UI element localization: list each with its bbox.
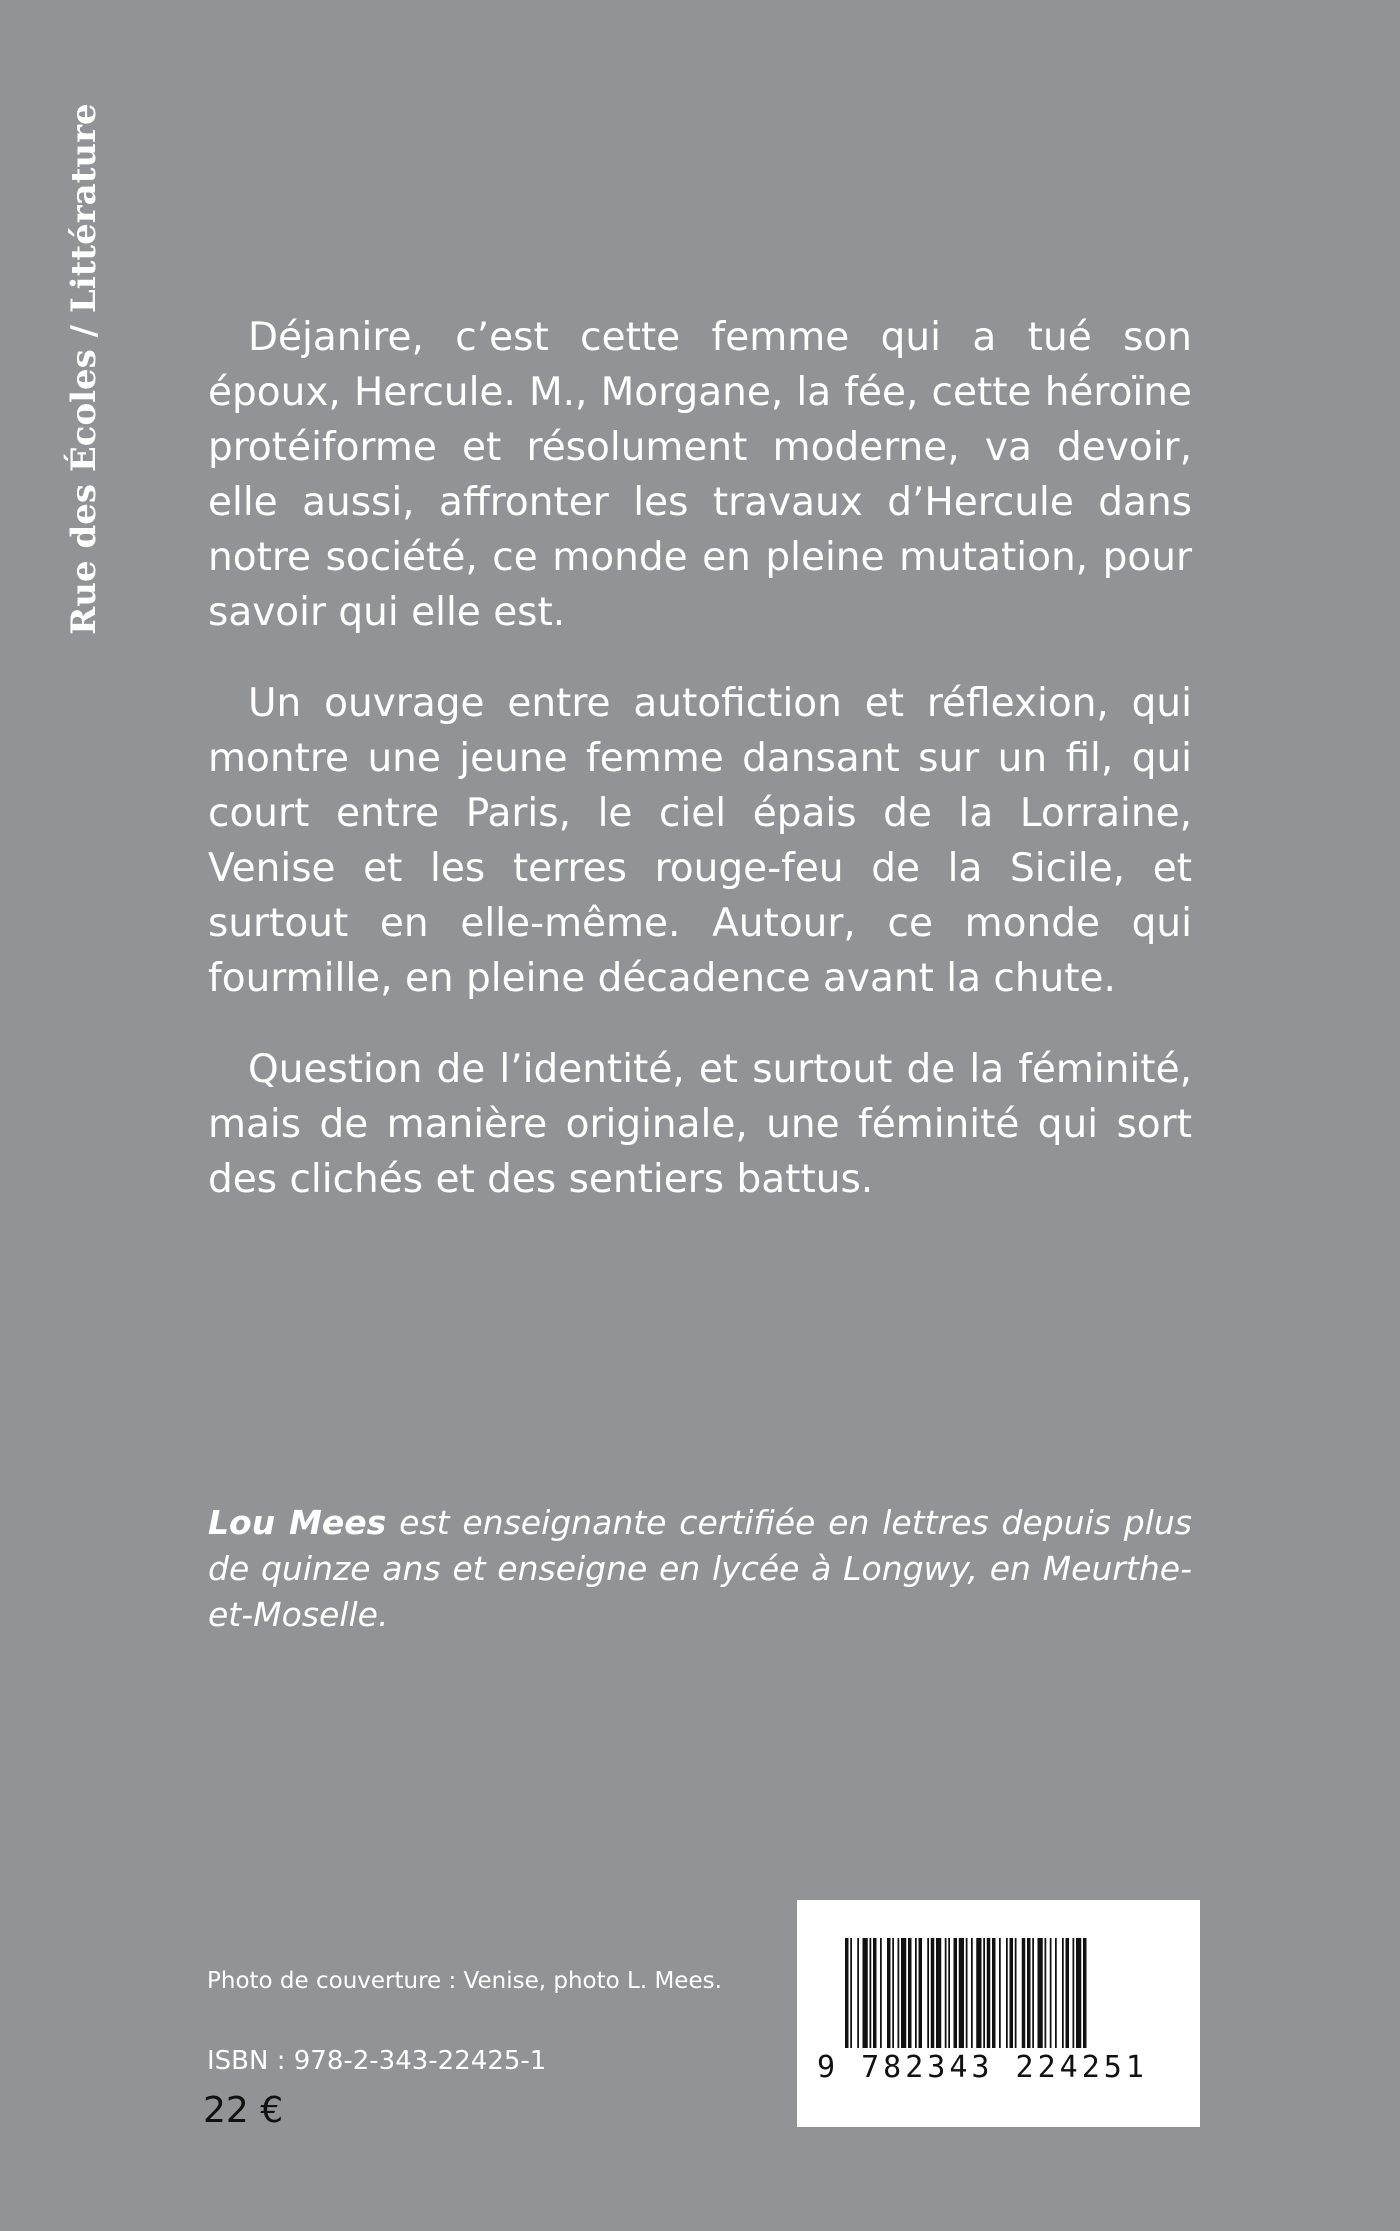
barcode-bar (1083, 1938, 1087, 2048)
back-cover-blurb (208, 310, 1192, 1243)
author-bio-text: est enseignante certifiée en lettres depuis plus de quinze ans et enseigne en lycée à Longwy, en Meurthe-et-Moselle. (208, 1503, 1192, 1634)
barcode (797, 1900, 1200, 2127)
barcode-bar (954, 1938, 958, 2048)
barcode-bar (892, 1938, 894, 2048)
barcode-bar (983, 1938, 985, 2048)
barcode-bars-icon (845, 1938, 1151, 2048)
barcode-bar (1027, 1938, 1031, 2048)
barcode-bar (1010, 1938, 1014, 2048)
barcode-bar (1050, 1938, 1052, 2048)
barcode-bar (915, 1938, 917, 2048)
barcode-bar (908, 1938, 912, 2048)
barcode-bar (987, 1938, 991, 2048)
barcode-bar (971, 1938, 973, 2048)
barcode-bar (976, 1938, 981, 2048)
barcode-bar (959, 1938, 964, 2048)
barcode-bar (887, 1938, 891, 2048)
barcode-bar (863, 1938, 868, 2048)
barcode-bar (931, 1938, 935, 2048)
barcode-bar (873, 1938, 877, 2048)
barcode-bar (948, 1938, 950, 2048)
barcode-bar (919, 1938, 923, 2048)
barcode-bar (850, 1938, 852, 2048)
barcode-bar (880, 1938, 882, 2048)
barcode-bar (1022, 1938, 1026, 2048)
barcode-bar (898, 1938, 900, 2048)
barcode-bar (845, 1938, 849, 2048)
barcode-bar (1062, 1938, 1064, 2048)
barcode-bar (1006, 1938, 1008, 2048)
barcode-bar (857, 1938, 859, 2048)
blurb-paragraph-3: Question de l’identité, et surtout de la féminité, mais de manière originale, une féminité qui sort des clichés et des sentiers battus. (208, 1047, 1192, 1202)
barcode-bar (1015, 1938, 1017, 2048)
barcode-bar (1045, 1938, 1047, 2048)
price: 22 € (203, 2090, 284, 2131)
barcode-bar (999, 1938, 1001, 2048)
barcode-bar (966, 1938, 968, 2048)
blurb-paragraph-1: Déjanire, c’est cette femme qui a tué son époux, Hercule. M., Morgane, la fée, cette héroïne protéiforme et résolument moderne, va devoir, elle aussi, affronter les travaux d’Hercule dans notre société, ce monde en pleine mutation, pour savoir qui elle est. (208, 315, 1192, 635)
barcode-bar (1038, 1938, 1043, 2048)
barcode-bar (870, 1938, 872, 2048)
barcode-bar (992, 1938, 996, 2048)
isbn: ISBN : 978-2-343-22425-1 (207, 2046, 547, 2076)
barcode-bar (1073, 1938, 1075, 2048)
barcode-bar (901, 1938, 906, 2048)
blurb-paragraph-2: Un ouvrage entre autofiction et réflexion, qui montre une jeune femme dansant sur un fil, qui court entre Paris, le ciel épais de la Lorraine, Venise et les terres rouge-feu de la Sicile, et surtout en elle-même. Autour, ce monde qui fourmille, en pleine décadence avant la chute. (208, 681, 1192, 1001)
barcode-bar (927, 1938, 929, 2048)
barcode-digits: 9 782343 224251 (817, 2050, 1148, 2085)
barcode-bar (1032, 1938, 1034, 2048)
photo-credit: Photo de couverture : Venise, photo L. Mees. (207, 1968, 722, 1994)
barcode-bar (1066, 1938, 1070, 2048)
author-bio (208, 1500, 1192, 1638)
author-name: Lou Mees (208, 1503, 387, 1542)
barcode-bar (945, 1938, 947, 2048)
barcode-bar (1076, 1938, 1081, 2048)
barcode-bar (1055, 1938, 1057, 2048)
barcode-bar (936, 1938, 941, 2048)
spine-collection-text: Rue des Écoles / Littérature (64, 103, 104, 635)
